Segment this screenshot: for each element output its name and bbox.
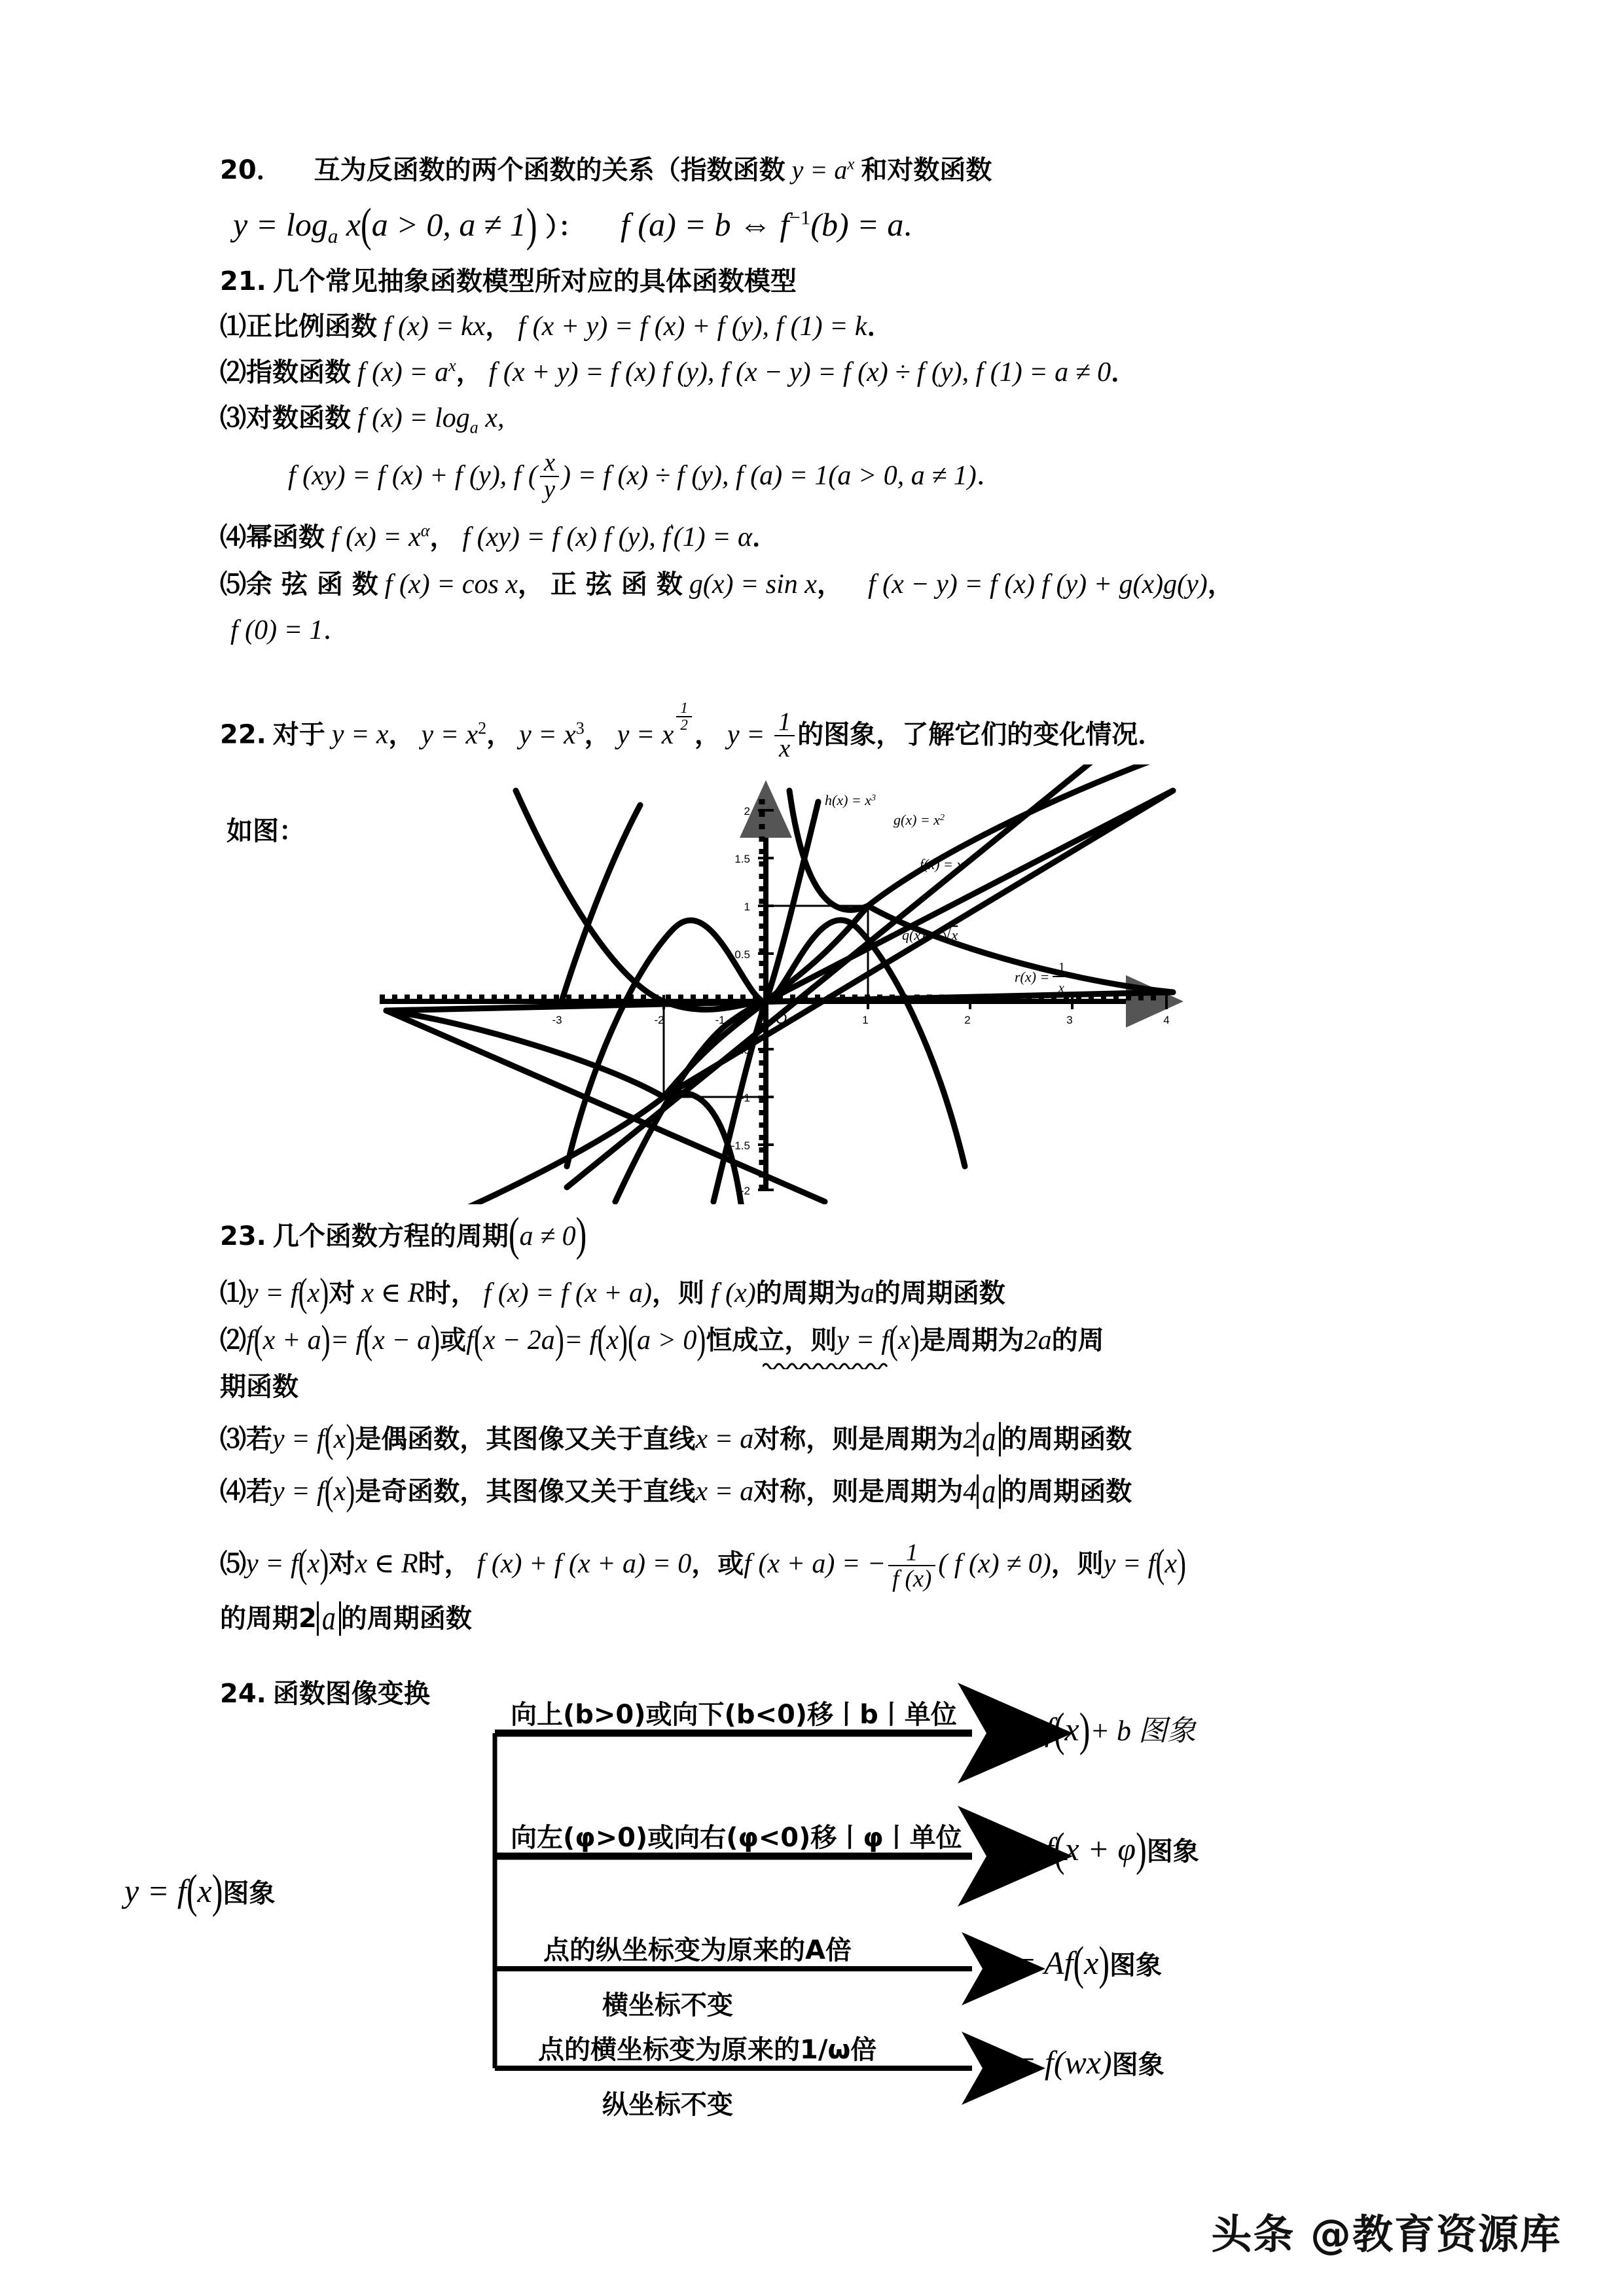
s1-t5: 的周期函数 bbox=[874, 1278, 1005, 1308]
s1-t3: ，则 bbox=[651, 1278, 704, 1308]
sub4-sep: ， bbox=[429, 522, 456, 552]
s2-t1: 或 bbox=[440, 1325, 467, 1355]
s2-t4: 的周 bbox=[1051, 1325, 1104, 1355]
curve-gx-square bbox=[367, 764, 640, 1001]
item-23-sub1 bbox=[220, 1271, 1005, 1316]
close-paren: ) bbox=[431, 1318, 441, 1363]
curves bbox=[367, 764, 1173, 1204]
close-paren: ) bbox=[696, 1318, 706, 1363]
item-23-sub3 bbox=[220, 1417, 1132, 1462]
label-rx-num: 1 bbox=[1058, 960, 1065, 975]
item-24-number: 24. bbox=[220, 1679, 266, 1709]
s1-eq5: a bbox=[860, 1278, 875, 1308]
label-gx: $g(x) = x^2$ bbox=[893, 812, 945, 828]
fraction-x-over-y: $\frac{x}{y}$ bbox=[540, 450, 559, 503]
curve-rx-recip-neg bbox=[386, 1011, 742, 1204]
item-22-f4: y = x $\frac{1}{2}$ bbox=[617, 720, 695, 750]
svg-text:1: 1 bbox=[862, 1014, 869, 1026]
s5-t4: ，则 bbox=[1051, 1549, 1104, 1579]
s4-t0: 若 bbox=[246, 1477, 272, 1507]
open-paren: ( bbox=[473, 1318, 483, 1363]
s2-eq6: y = f bbox=[837, 1325, 889, 1355]
arrow-1-result: y = f(x)+ b 图象 bbox=[992, 1702, 1197, 1756]
sub5-end: ． bbox=[323, 615, 351, 645]
sep: ， bbox=[486, 719, 513, 750]
s1-eq3: f (x) = f (x + a) bbox=[483, 1278, 652, 1308]
open-paren: ( bbox=[888, 1318, 898, 1363]
s2-t2: 恒成立，则 bbox=[706, 1325, 837, 1355]
label-rx-den: x bbox=[1058, 981, 1064, 996]
close-paren: ) bbox=[618, 1318, 628, 1363]
item-21-sub5-line1 bbox=[220, 571, 1234, 598]
open-paren: ( bbox=[1053, 1822, 1065, 1876]
arrow-2-result: y = f(x + φ)图象 bbox=[992, 1822, 1199, 1876]
s1-eq1: y = f bbox=[246, 1278, 298, 1308]
sub5-eq4: f (0) = 1 bbox=[230, 615, 323, 645]
s2-eq5-arg: a > 0 bbox=[636, 1325, 697, 1355]
fraction-one-over-x: $\frac{1}{x}$ bbox=[774, 709, 795, 762]
open-paren: ( bbox=[627, 1318, 637, 1363]
item-21-sub4 bbox=[220, 521, 779, 552]
s5-eq1-arg: x bbox=[307, 1549, 320, 1579]
sub-marker: ⑴ bbox=[220, 1278, 246, 1308]
open-paren: ( bbox=[361, 198, 372, 251]
svg-text:-1: -1 bbox=[715, 1014, 725, 1026]
item-22-f5: y = $\frac{1}{x}$ bbox=[727, 720, 797, 750]
open-paren: ( bbox=[253, 1318, 263, 1363]
item-23-sub2 bbox=[220, 1318, 1104, 1363]
item-22-f1: y = x bbox=[331, 719, 389, 750]
sub5-sep2: ， bbox=[816, 569, 843, 600]
sub2-sep: ， bbox=[456, 357, 482, 387]
sub-marker: ⑴ bbox=[220, 312, 246, 342]
close-paren: ) bbox=[211, 1864, 223, 1918]
s2-eq4-arg: x bbox=[606, 1325, 619, 1355]
s3-eq1: y = f bbox=[272, 1424, 325, 1454]
s5-cont-eq: 2 bbox=[298, 1604, 317, 1634]
sub1-end: ． bbox=[867, 312, 893, 342]
arrow-3-above-label: 点的纵坐标变为原来的A倍 bbox=[543, 1935, 852, 1965]
arrow-4-below-label: 纵坐标不变 bbox=[602, 2090, 733, 2120]
open-paren: ( bbox=[1155, 1542, 1165, 1587]
sub-marker: ⑶ bbox=[220, 1424, 246, 1454]
item-20-log: $y = \log_a x$ bbox=[233, 206, 361, 247]
graph-svg bbox=[367, 764, 1191, 1204]
item-23-sub2-cont: 期函数 bbox=[220, 1372, 298, 1402]
sub-marker: ⑶ bbox=[220, 403, 246, 433]
arrow-2-above-label: 向左(φ>0)或向右(φ<0)移丨φ丨单位 bbox=[511, 1823, 962, 1853]
sub-marker: ⑸ bbox=[220, 569, 246, 600]
close-paren: ) bbox=[554, 1318, 564, 1363]
open-paren: ( bbox=[186, 1864, 198, 1918]
s5-eq3: f (x) + f (x + a) = 0 bbox=[477, 1549, 692, 1579]
sub-marker: ⑷ bbox=[220, 1477, 246, 1507]
s5-cont-t2: 的周期函数 bbox=[340, 1604, 472, 1634]
open-paren: ( bbox=[298, 1542, 308, 1587]
sub1-sep: ， bbox=[485, 312, 512, 342]
item-21-title bbox=[220, 268, 797, 295]
s5-eq5: ( f (x) ≠ 0) bbox=[938, 1549, 1051, 1579]
sub-marker: ⑷ bbox=[220, 522, 246, 552]
svg-text:O: O bbox=[776, 1011, 787, 1027]
item-23-sub5-cont bbox=[220, 1600, 472, 1638]
item-22-f3: $y = x^3$ bbox=[519, 718, 585, 750]
s1-eq1-arg: x bbox=[307, 1278, 320, 1308]
item-20-eq-exp: $y = a^x$ bbox=[791, 155, 855, 185]
item-20-colon: ）： bbox=[545, 212, 585, 242]
close-paren: ) bbox=[910, 1318, 920, 1363]
item-21-sub3-line2 bbox=[288, 449, 1004, 505]
s5-cont-t: 的周期 bbox=[220, 1604, 298, 1634]
close-paren: ) bbox=[1136, 1822, 1147, 1876]
close-paren: ) bbox=[346, 1417, 355, 1462]
close-paren: ) bbox=[346, 1469, 355, 1514]
sub4-eq1: f $(x) = x^\alpha$ bbox=[331, 521, 430, 552]
s2-eq2-arg: x − a bbox=[372, 1325, 431, 1355]
close-paren: ) bbox=[1177, 1542, 1186, 1587]
svg-text:2: 2 bbox=[964, 1014, 971, 1026]
s4-eq1-arg: x bbox=[333, 1477, 346, 1507]
sub5-sep1: ， bbox=[518, 569, 545, 600]
s5-t2: 时， bbox=[418, 1549, 471, 1579]
exponent-half: $\frac{1}{2}$ bbox=[676, 700, 692, 732]
diagram-source-label: y = f(x)图象 bbox=[124, 1864, 276, 1918]
item-21-number: 21. bbox=[220, 266, 266, 296]
open-paren: ( bbox=[508, 1207, 520, 1261]
svg-text:-2: -2 bbox=[740, 1185, 750, 1197]
sub2-eq2: f (x + y) = f (x) f (y), f (x − y) = f (x) ÷ f (y), f (1) = a ≠ 0 bbox=[488, 357, 1111, 387]
svg-text:0.5: 0.5 bbox=[734, 948, 750, 961]
s4-eq2: x = a bbox=[695, 1477, 754, 1507]
sub-marker: ⑵ bbox=[220, 1325, 246, 1355]
open-paren: ( bbox=[324, 1469, 334, 1514]
svg-text:3: 3 bbox=[1066, 1014, 1073, 1026]
item-23-sub5 bbox=[220, 1541, 1186, 1592]
fraction-one-over-fx: $\frac{1}{f (x)}$ bbox=[888, 1540, 935, 1590]
abs-value: a bbox=[977, 1422, 1001, 1457]
s2-eq1: f bbox=[246, 1325, 254, 1355]
wavy-underline bbox=[763, 1360, 893, 1369]
sub3-label: 对数函数 bbox=[246, 403, 351, 433]
watermark: 头条 @教育资源库 bbox=[1211, 2210, 1562, 2258]
item-21-sub2 bbox=[220, 356, 1138, 387]
open-paren: ( bbox=[298, 1271, 308, 1316]
s2-eq7: 2a bbox=[1024, 1325, 1052, 1355]
arrow-4-result: y = f(wx)图象 bbox=[992, 2044, 1164, 2081]
svg-text:-1: -1 bbox=[740, 1092, 750, 1104]
close-paren: ) bbox=[319, 1271, 329, 1316]
s5-eq2: x ∈ R bbox=[355, 1549, 418, 1579]
sub5-eq3: f (x − y) = f (x) f (y) + g(x)g(y) bbox=[867, 569, 1208, 600]
svg-text:1: 1 bbox=[744, 901, 750, 913]
sub3-end: ． bbox=[976, 461, 1004, 492]
s1-t4: 的周期为 bbox=[755, 1278, 861, 1308]
close-paren: ) bbox=[321, 1318, 331, 1363]
s3-eq3: 2 bbox=[963, 1424, 977, 1454]
item-20-period: . bbox=[903, 206, 912, 243]
s3-t1: 是偶函数，其图像又关于直线 bbox=[355, 1424, 696, 1454]
sep: ， bbox=[694, 719, 721, 750]
sub-marker: ⑵ bbox=[220, 357, 246, 387]
sub4-end: ． bbox=[752, 522, 779, 552]
s4-t3: 的周期函数 bbox=[1001, 1477, 1132, 1507]
svg-text:-0.5: -0.5 bbox=[731, 1044, 750, 1056]
figure-caption: 如图： bbox=[226, 816, 305, 846]
sub1-eq2: f (x + y) = f (x) + f (y), f (1) = k bbox=[518, 312, 867, 342]
s2-eq6-arg: x bbox=[897, 1325, 911, 1355]
open-paren: ( bbox=[1073, 1936, 1085, 1990]
sub4-label: 幂函数 bbox=[246, 522, 325, 552]
item-20-text-b: 和对数函数 bbox=[861, 155, 992, 185]
s2-eq2: = f bbox=[330, 1325, 364, 1355]
svg-text:-3: -3 bbox=[552, 1014, 562, 1026]
s4-t2: 对称，则是周期为 bbox=[753, 1477, 964, 1507]
sep: ， bbox=[388, 719, 415, 750]
s3-eq2: x = a bbox=[695, 1424, 754, 1454]
label-qx: q(x) = √x bbox=[902, 925, 958, 944]
item-24-title-text: 函数图像变换 bbox=[272, 1679, 430, 1709]
sub1-eq1: f (x) = kx bbox=[384, 312, 486, 342]
sub-marker: ⑸ bbox=[220, 1549, 246, 1579]
item-23-title bbox=[220, 1207, 587, 1261]
item-22-f2: $y = x^2$ bbox=[421, 718, 487, 750]
sub3-eq1: f $(x) = \log_a x$, bbox=[357, 403, 505, 437]
arrow-4-above-label: 点的横坐标变为原来的1/ω倍 bbox=[538, 2035, 877, 2065]
s2-eq3-arg: x − 2a bbox=[482, 1325, 555, 1355]
item-20-number: 20． bbox=[220, 155, 283, 185]
s1-t1: 对 bbox=[329, 1278, 355, 1308]
label-rx: r(x) = bbox=[1015, 969, 1050, 985]
arrow-1-above-label: 向上(b>0)或向下(b<0)移丨b丨单位 bbox=[511, 1700, 957, 1730]
label-hx: $h(x) = x^3$ bbox=[825, 792, 876, 808]
sub2-eq1: f $(x) = a^x$ bbox=[357, 356, 456, 387]
item-23-condition: a ≠ 0 bbox=[519, 1221, 576, 1251]
arrow-3-result: y = Af(x)图象 bbox=[992, 1936, 1162, 1990]
s2-t3: 是周期为 bbox=[919, 1325, 1024, 1355]
s5-eq6-arg: x bbox=[1164, 1549, 1177, 1579]
sub4-eq2: f (xy) = f (x) f (y), f'(1) = α bbox=[462, 521, 753, 552]
open-paren: ( bbox=[324, 1417, 334, 1462]
item-23-number: 23. bbox=[220, 1221, 266, 1251]
open-paren: ( bbox=[363, 1318, 373, 1363]
item-21-sub1 bbox=[220, 313, 893, 340]
s2-eq4: = f bbox=[564, 1325, 598, 1355]
s5-t3: ，或 bbox=[691, 1549, 744, 1579]
close-paren: ) bbox=[1079, 1702, 1091, 1756]
svg-text:4: 4 bbox=[1163, 1014, 1170, 1026]
s1-eq2: x ∈ R bbox=[361, 1278, 425, 1308]
item-22-tail: 的图象，了解它们的变化情况． bbox=[797, 719, 1164, 750]
item-20-text-a: 互为反函数的两个函数的关系（指数函数 bbox=[314, 155, 785, 185]
function-graph bbox=[367, 764, 1191, 1204]
abs-value: a bbox=[317, 1602, 341, 1636]
s4-eq3: 4 bbox=[963, 1477, 977, 1507]
item-22-line bbox=[220, 699, 1164, 763]
svg-text:-2: -2 bbox=[654, 1014, 664, 1026]
sub3-eq2a: f (xy) = f (x) + f (y), f ( bbox=[288, 461, 537, 492]
item-20-line1 bbox=[220, 157, 992, 183]
s3-t2: 对称，则是周期为 bbox=[753, 1424, 964, 1454]
sub5-eq1: f (x) = cos x bbox=[384, 569, 518, 600]
item-23-sub4 bbox=[220, 1469, 1132, 1514]
s2-eq3: f bbox=[466, 1325, 474, 1355]
svg-text:1.5: 1.5 bbox=[734, 853, 750, 865]
sub1-label: 正比例函数 bbox=[246, 312, 377, 342]
close-paren: ) bbox=[1098, 1936, 1110, 1990]
close-paren: ) bbox=[526, 198, 537, 251]
item-20-condition: a > 0, a ≠ 1 bbox=[371, 206, 526, 243]
item-22-number: 22. bbox=[220, 719, 266, 750]
s5-eq1: y = f bbox=[246, 1549, 298, 1579]
item-21-sub5-line2 bbox=[230, 617, 351, 644]
s1-t2: 时， bbox=[424, 1278, 477, 1308]
sub5-label2: 正 弦 函 数 bbox=[550, 569, 683, 600]
sub5-sep3: ， bbox=[1207, 569, 1234, 600]
s2-eq1-arg: x + a bbox=[262, 1325, 321, 1355]
item-21-title-text: 几个常见抽象函数模型所对应的具体函数模型 bbox=[272, 266, 797, 296]
s3-t3: 的周期函数 bbox=[1001, 1424, 1132, 1454]
sep: ， bbox=[584, 719, 611, 750]
item-23-title-text: 几个函数方程的周期 bbox=[272, 1221, 509, 1251]
close-paren: ) bbox=[319, 1542, 329, 1587]
close-paren: ) bbox=[575, 1207, 587, 1261]
s4-t1: 是奇函数，其图像又关于直线 bbox=[355, 1477, 696, 1507]
s3-t0: 若 bbox=[246, 1424, 272, 1454]
iff-symbol: ⇔ bbox=[738, 206, 772, 243]
item-20-eq1: f (a) = b bbox=[621, 206, 731, 243]
s1-eq4: f (x) bbox=[710, 1278, 756, 1308]
s5-t1: 对 bbox=[329, 1549, 355, 1579]
svg-text:-1.5: -1.5 bbox=[731, 1139, 750, 1152]
sub5-label1: 余 弦 函 数 bbox=[246, 569, 378, 600]
sub3-eq2b: ) = f (x) ÷ f (y), f (a) = 1(a > 0, a ≠ 1) bbox=[562, 461, 977, 492]
open-paren: ( bbox=[597, 1318, 607, 1363]
transformation-diagram bbox=[124, 1676, 1368, 2147]
arrow-3-below-label: 横坐标不变 bbox=[602, 1990, 733, 2020]
item-20-line2 bbox=[233, 198, 912, 251]
sub2-label: 指数函数 bbox=[246, 357, 351, 387]
item-21-sub3-line1 bbox=[220, 403, 505, 437]
s5-eq4: f (x + a) = − bbox=[744, 1549, 886, 1579]
abs-value: a bbox=[977, 1475, 1001, 1509]
svg-text:2: 2 bbox=[744, 805, 750, 817]
s4-eq1: y = f bbox=[272, 1477, 325, 1507]
open-paren: ( bbox=[1053, 1702, 1065, 1756]
item-22-lead: 对于 bbox=[272, 719, 325, 750]
item-20-eq2: $f^{-1}(b) = a$ bbox=[780, 206, 904, 243]
s3-eq1-arg: x bbox=[333, 1424, 346, 1454]
sub2-end: ． bbox=[1111, 357, 1138, 387]
s5-eq6: y = f bbox=[1103, 1549, 1156, 1579]
label-fx: f(x) = x bbox=[920, 856, 964, 872]
sub5-eq2: g(x) = sin x bbox=[689, 569, 817, 600]
